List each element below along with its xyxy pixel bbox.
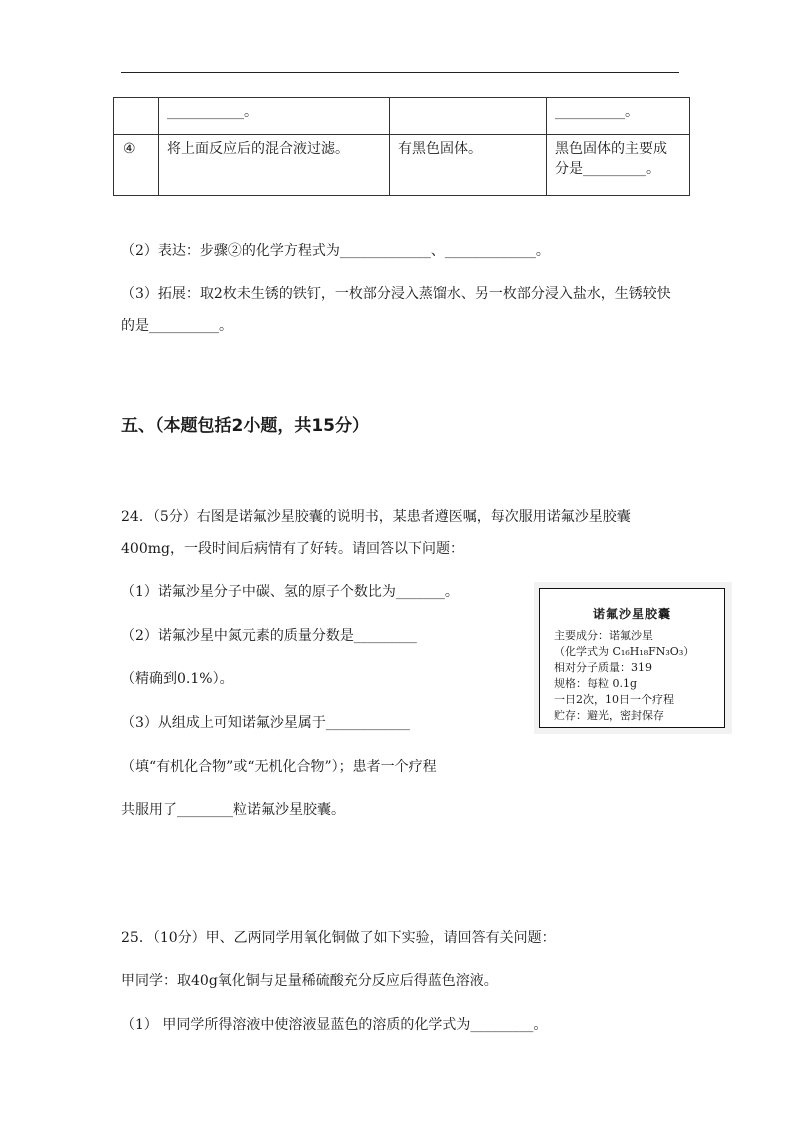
medicine-label-line: 贮存：避光，密封保存	[554, 709, 664, 722]
question-24-part-3-end: 共服用了________粒诺氟沙星胶囊。	[121, 802, 345, 818]
question-24-part-2: （2）诺氟沙星中氮元素的质量分数是_________	[121, 628, 417, 644]
medicine-label-line: 规格：每粒 0.1g	[554, 677, 638, 690]
question-25-part-1: （1） 甲同学所得溶液中使溶液显蓝色的溶质的化学式为_________。	[121, 1017, 548, 1033]
question-24-part-3-note: （填“有机化合物”或“无机化合物”）；患者一个疗程	[121, 759, 437, 775]
question-23-part-3-line1: （3）拓展：取2枚未生锈的铁钉，一枚部分浸入蒸馏水、另一枚部分浸入盐水，生锈较快	[121, 286, 671, 302]
question-25-intro: 25．（10分）甲、乙两同学用氧化铜做了如下实验，请回答有关问题：	[121, 930, 556, 946]
top-rule	[121, 72, 679, 73]
medicine-label-title: 诺氟沙星胶囊	[592, 607, 671, 621]
table-cell	[114, 98, 159, 135]
question-24-intro-line2: 400mg，一段时间后病情有了好转。请回答以下问题：	[121, 541, 464, 557]
question-23-part-3-line2: 的是__________。	[121, 318, 233, 334]
table-cell	[390, 98, 547, 135]
section-five-heading: 五、（本题包括2小题，共15分）	[121, 416, 369, 436]
table-row	[114, 135, 690, 196]
conclusion-cell: 黑色固体的主要成 分是_________。	[547, 135, 690, 196]
phenomenon-cell: 有黑色固体。	[390, 135, 547, 196]
table-row	[114, 98, 690, 135]
question-23-part-2: （2）表达：步骤②的化学方程式为_____________、_____________。	[121, 243, 550, 259]
question-24-intro-line1: 24．（5分）右图是诺氟沙星胶囊的说明书，某患者遵医嘱，每次服用诺氟沙星胶囊	[121, 509, 631, 525]
medicine-label-image	[534, 582, 732, 734]
medicine-label-box	[539, 588, 725, 728]
operation-cell: 将上面反应后的混合液过滤。	[159, 135, 390, 196]
table-cell: __________。	[547, 98, 690, 135]
medicine-label-line: 相对分子质量：319	[554, 661, 652, 674]
question-24-part-1: （1）诺氟沙星分子中碳、氢的原子个数比为_______。	[121, 584, 459, 600]
medicine-label-line: 一日2次，10日一个疗程	[554, 693, 674, 706]
experiment-table	[113, 97, 690, 196]
table-cell: ___________。	[159, 98, 390, 135]
step-number-cell: ④	[114, 135, 159, 196]
question-24-part-3: （3）从组成上可知诺氟沙星属于____________	[121, 715, 410, 731]
question-25-jia: 甲同学：取40g氧化铜与足量稀硫酸充分反应后得蓝色溶液。	[121, 973, 498, 989]
medicine-label-line: （化学式为 C₁₆H₁₈FN₃O₃）	[554, 645, 695, 658]
medicine-label-line: 主要成分：诺氟沙星	[554, 629, 653, 642]
question-24-part-2-note: （精确到0.1%）。	[121, 671, 234, 687]
